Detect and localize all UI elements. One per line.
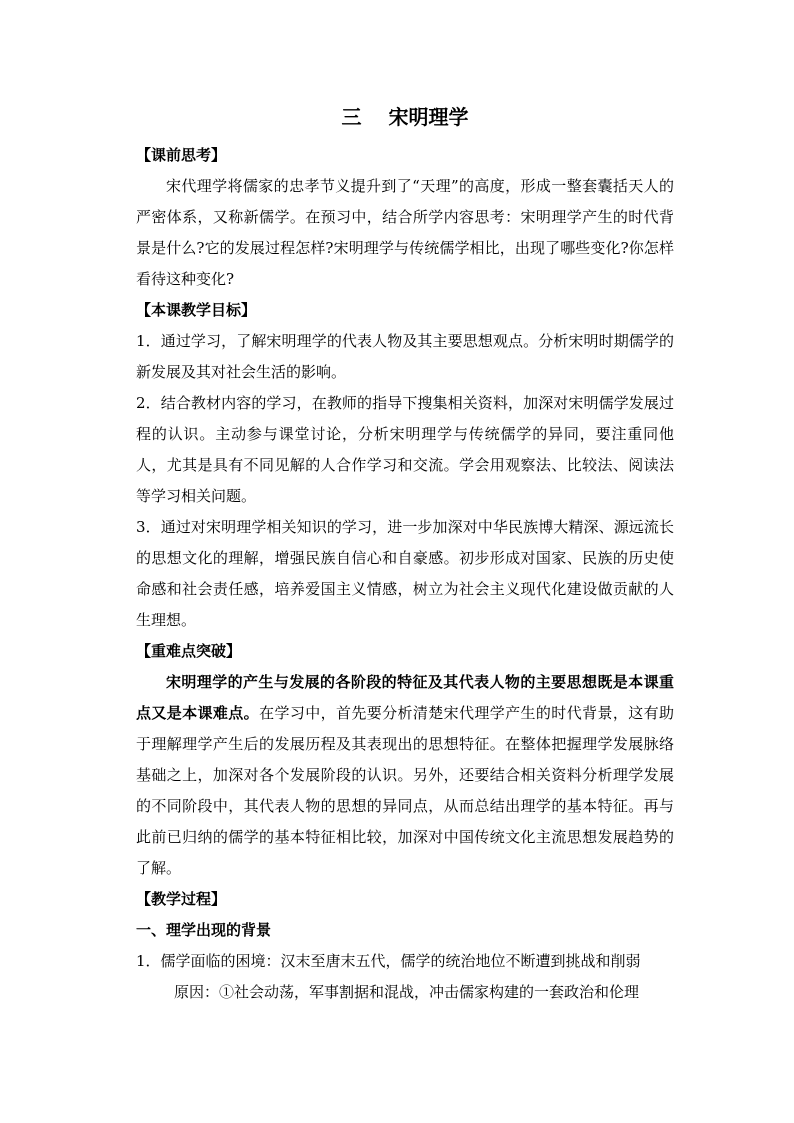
keypoints-paragraph <box>136 667 674 884</box>
section-heading-keypoints: 【重难点突破】 <box>136 642 242 660</box>
goal-item-3: 3．通过对宋明理学相关知识的学习，进一步加深对中华民族博大精深、源远流长的思想文化的理解，增强民族自信心和自豪感。初步形成对国家、民族的历史使命感和社会责任感，培养爱国主义情感，树立为社会主义现代化建设做贡献的人生理想。 <box>136 518 674 629</box>
section-heading-goals: 【本课教学目标】 <box>136 301 257 319</box>
process-subheading: 一、理学出现的背景 <box>136 921 272 939</box>
preview-paragraph: 宋代理学将儒家的忠孝节义提升到了“天理”的高度，形成一整套囊括天人的严密体系，又称新儒学。在预习中，结合所学内容思考：宋明理学产生的时代背景是什么?它的发展过程怎样?宋明理学与传统儒学相比，出现了哪些变化?你怎样看待这种变化? <box>136 177 674 288</box>
process-line-1: 1．儒学面临的困境：汉末至唐末五代，儒学的统治地位不断遭到挑战和削弱 <box>136 952 641 970</box>
document-body <box>136 100 674 1008</box>
keypoints-emphasis: 宋明理学的产生与发展的各阶段的特征及其代表人物的主要思想既是本课重点又是本课难点。 <box>136 673 674 722</box>
goal-item-1: 1．通过学习，了解宋明理学的代表人物及其主要思想观点。分析宋明时期儒学的新发展及其对社会生活的影响。 <box>136 332 674 381</box>
section-heading-process: 【教学过程】 <box>136 890 227 908</box>
page-title: 三 宋明理学 <box>341 105 469 129</box>
keypoints-text: 在学习中，首先要分析清楚宋代理学产生的时代背景，这有助于理解理学产生后的发展历程及其表现出的思想特征。在整体把握理学发展脉络基础之上，加深对各个发展阶段的认识。另外，还要结合相关资料分析理学发展的不同阶段中，其代表人物的思想的异同点，从而总结出理学的基本特征。再与此前已归纳的儒学的基本特征相比较，加深对中国传统文化主流思想发展趋势的了解。 <box>136 704 674 877</box>
goal-item-2: 2．结合教材内容的学习，在教师的指导下搜集相关资料，加深对宋明儒学发展过程的认识。主动参与课堂讨论，分析宋明理学与传统儒学的异同，要注重同他人，尤其是具有不同见解的人合作学习和交流。学会用观察法、比较法、阅读法等学习相关问题。 <box>136 394 674 505</box>
section-heading-preview: 【课前思考】 <box>136 146 227 164</box>
process-line-2: 原因：①社会动荡，军事割据和混战，冲击儒家构建的一套政治和伦理 <box>174 983 640 1001</box>
